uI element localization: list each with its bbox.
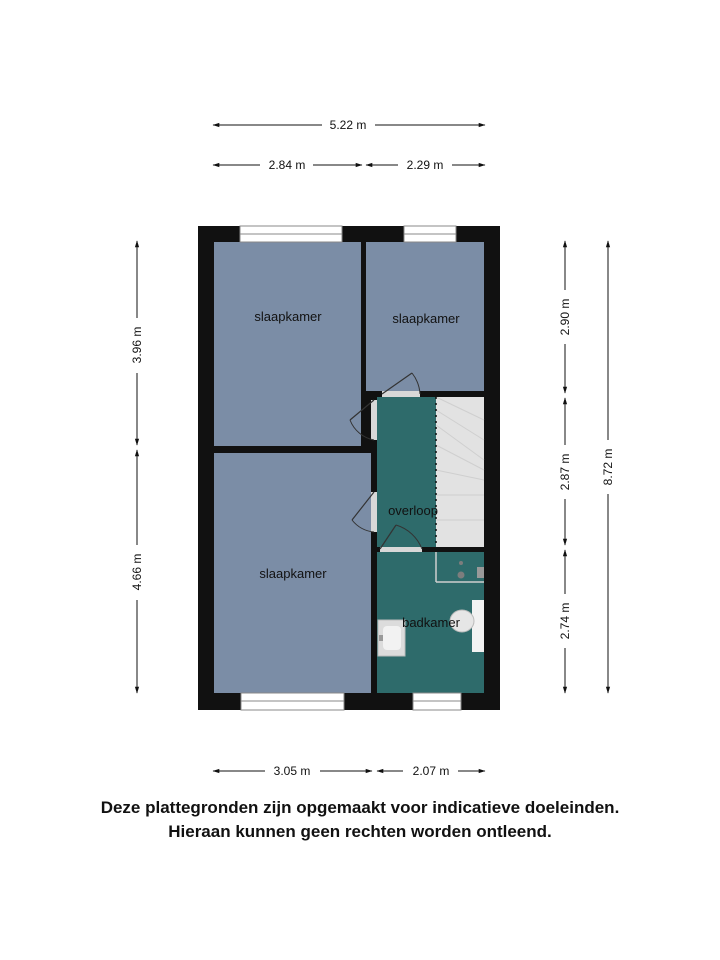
dimension-label: 2.74 m — [558, 602, 572, 640]
dimension-top-total — [213, 118, 485, 132]
dimension-label: 8.72 m — [601, 448, 615, 486]
dimension-left-upper — [130, 241, 144, 445]
dimension-label: 3.96 m — [130, 326, 144, 364]
dimension-label: 2.07 m — [412, 764, 450, 778]
room-label-bathroom: badkamer — [402, 615, 460, 630]
window-bottom-right — [413, 693, 461, 710]
window-top-left — [240, 226, 342, 242]
room-label-bedroom-bottom: slaapkamer — [259, 566, 327, 581]
room-label-bedroom-top-right: slaapkamer — [392, 311, 460, 326]
dimension-label: 3.05 m — [273, 764, 311, 778]
dimension-label: 2.84 m — [268, 158, 306, 172]
dimension-right-total — [601, 241, 615, 693]
dimension-right-lower — [558, 550, 572, 693]
dimension-label: 2.29 m — [406, 158, 444, 172]
dimension-top-left — [213, 158, 362, 172]
dimension-right-middle — [558, 398, 572, 545]
sink — [378, 620, 405, 656]
room-label-bedroom-top-left: slaapkamer — [254, 309, 322, 324]
room-bedroom-top-left — [214, 242, 361, 446]
disclaimer-line-1: Deze plattegronden zijn opgemaakt voor indicatieve doeleinden. — [100, 798, 620, 817]
dimension-left-lower — [130, 450, 144, 693]
inner-wall — [361, 391, 484, 397]
dimension-top-right — [366, 158, 485, 172]
dimension-label: 5.22 m — [329, 118, 367, 132]
room-label-landing: overloop — [388, 503, 438, 518]
room-landing — [377, 397, 436, 547]
window-top-right — [404, 226, 456, 242]
dimension-label: 4.66 m — [130, 553, 144, 591]
stairs — [436, 397, 484, 547]
dimension-right-upper — [558, 241, 572, 393]
dimension-bottom-left — [213, 764, 372, 778]
dimension-label: 2.90 m — [558, 298, 572, 336]
dimension-bottom-right — [377, 764, 485, 778]
disclaimer-line-2: Hieraan kunnen geen rechten worden ontleend. — [168, 822, 552, 841]
dimension-label: 2.87 m — [558, 453, 572, 491]
window-bottom-left — [241, 693, 344, 710]
